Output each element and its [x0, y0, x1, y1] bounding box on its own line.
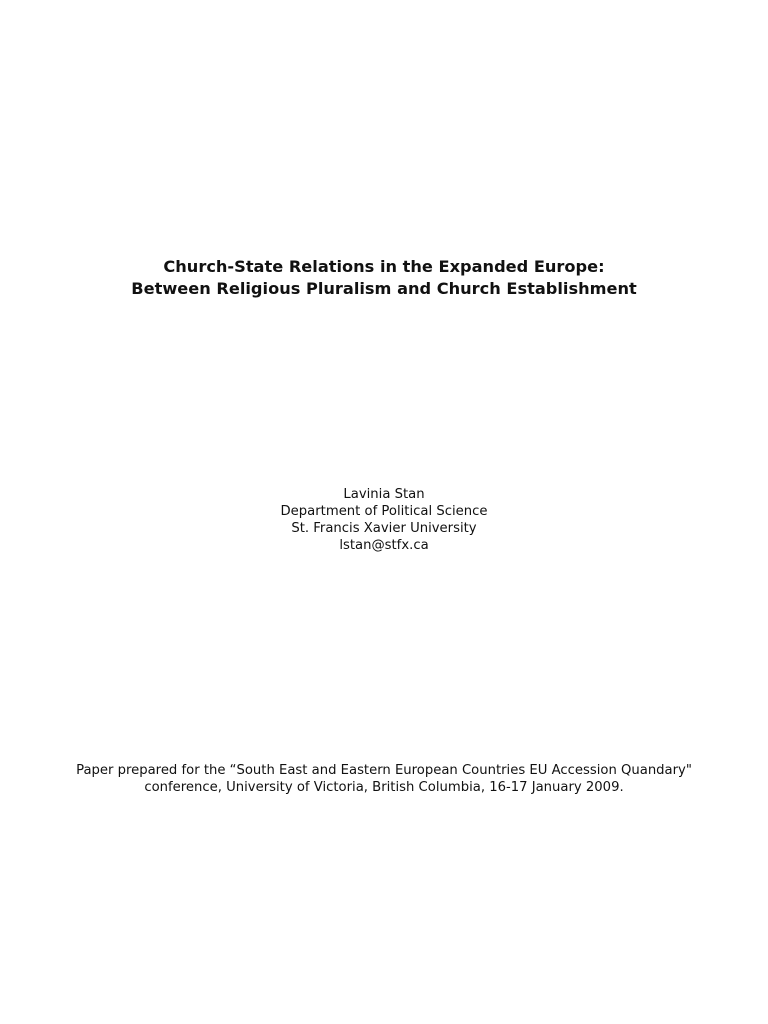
conference-note-line-2: conference, University of Victoria, British Columbia, 16-17 January 2009. — [144, 780, 624, 795]
paper-title — [0, 256, 768, 300]
conference-note-line-1: Paper prepared for the “South East and Eastern European Countries EU Accession Quandary" — [76, 763, 692, 778]
author-email: lstan@stfx.ca — [339, 538, 429, 553]
author-department: Department of Political Science — [280, 504, 488, 519]
author-university: St. Francis Xavier University — [291, 521, 477, 536]
title-line-2: Between Religious Pluralism and Church Establishment — [131, 279, 637, 298]
title-line-1: Church-State Relations in the Expanded Europe: — [163, 257, 605, 276]
author-name: Lavinia Stan — [343, 487, 425, 502]
conference-note — [0, 762, 768, 796]
author-info — [0, 486, 768, 554]
